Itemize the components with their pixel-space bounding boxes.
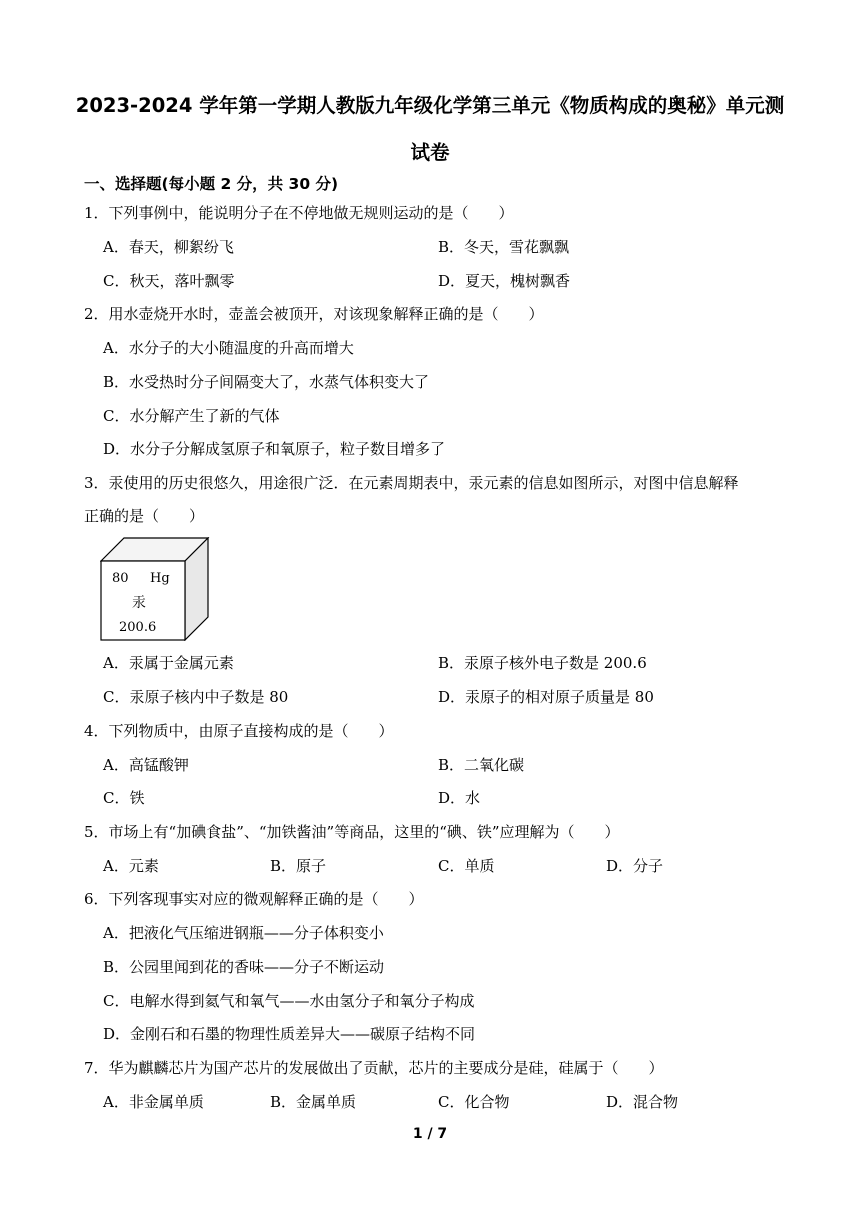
question-6-option-b: B．公园里闻到花的香味——分子不断运动 [103,958,385,976]
page-number: 1 / 7 [412,1126,448,1142]
element-atomic-number: 80 [112,571,129,586]
element-name: 汞 [132,595,146,611]
question-5-option-a: A．元素 [103,857,159,875]
question-4-stem: 4．下列物质中，由原子直接构成的是（ ） [84,722,394,740]
question-1-option-c: C．秋天，落叶飘零 [103,272,235,290]
question-1-option-a: A．春天，柳絮纷飞 [103,238,234,256]
question-5-option-c: C．单质 [438,857,495,875]
question-5-option-d: D．分子 [606,857,664,875]
question-3-stem-line1: 3．汞使用的历史很悠久，用途很广泛．在元素周期表中，汞元素的信息如图所示，对图中信息解释 [84,474,739,492]
question-2-option-d: D．水分子分解成氢原子和氧原子，粒子数目增多了 [103,440,446,458]
question-3-option-a: A．汞属于金属元素 [103,654,234,672]
question-1-option-b: B．冬天，雪花飘飘 [438,238,570,256]
question-5-stem: 5．市场上有“加碘食盐”、“加铁酱油”等商品，这里的“碘、铁”应理解为（ ） [84,823,620,841]
question-4-option-c: C．铁 [103,789,145,807]
question-3-stem-line2: 正确的是（ ） [84,507,205,525]
section-heading: 一、选择题(每小题 2 分，共 30 分) [84,175,339,193]
question-4-option-b: B．二氧化碳 [438,756,525,774]
question-3-option-d: D．汞原子的相对原子质量是 80 [438,688,654,706]
question-7-option-c: C．化合物 [438,1093,510,1111]
question-2-option-c: C．水分解产生了新的气体 [103,407,280,425]
question-7-option-a: A．非金属单质 [103,1093,204,1111]
element-symbol: Hg [150,571,170,586]
question-7-stem: 7．华为麒麟芯片为国产芯片的发展做出了贡献，芯片的主要成分是硅，硅属于（ ） [84,1059,664,1077]
question-2-option-b: B．水受热时分子间隔变大了，水蒸气体积变大了 [103,373,430,391]
question-5-option-b: B．原子 [270,857,327,875]
element-cell-diagram [100,537,210,641]
question-6-stem: 6．下列客现事实对应的微观解释正确的是（ ） [84,890,424,908]
question-4-option-a: A．高锰酸钾 [103,756,189,774]
document-title-line1: 2023-2024 学年第一学期人教版九年级化学第三单元《物质构成的奥秘》单元测 [75,94,785,117]
element-atomic-mass: 200.6 [119,620,157,635]
question-2-stem: 2．用水壶烧开水时，壶盖会被顶开，对该现象解释正确的是（ ） [84,305,544,323]
question-3-option-c: C．汞原子核内中子数是 80 [103,688,289,706]
question-6-option-a: A．把液化气压缩进钢瓶——分子体积变小 [103,924,384,942]
question-6-option-c: C．电解水得到氦气和氧气——水由氢分子和氧分子构成 [103,992,475,1010]
document-title-line2: 试卷 [410,141,450,164]
question-3-option-b: B．汞原子核外电子数是 200.6 [438,654,647,672]
question-1-stem: 1．下列事例中，能说明分子在不停地做无规则运动的是（ ） [84,204,514,222]
question-7-option-b: B．金属单质 [270,1093,357,1111]
question-7-option-d: D．混合物 [606,1093,679,1111]
question-4-option-d: D．水 [438,789,481,807]
question-2-option-a: A．水分子的大小随温度的升高而增大 [103,339,354,357]
question-1-option-d: D．夏天，槐树飘香 [438,272,571,290]
question-6-option-d: D．金刚石和石墨的物理性质差异大——碳原子结构不同 [103,1025,476,1043]
